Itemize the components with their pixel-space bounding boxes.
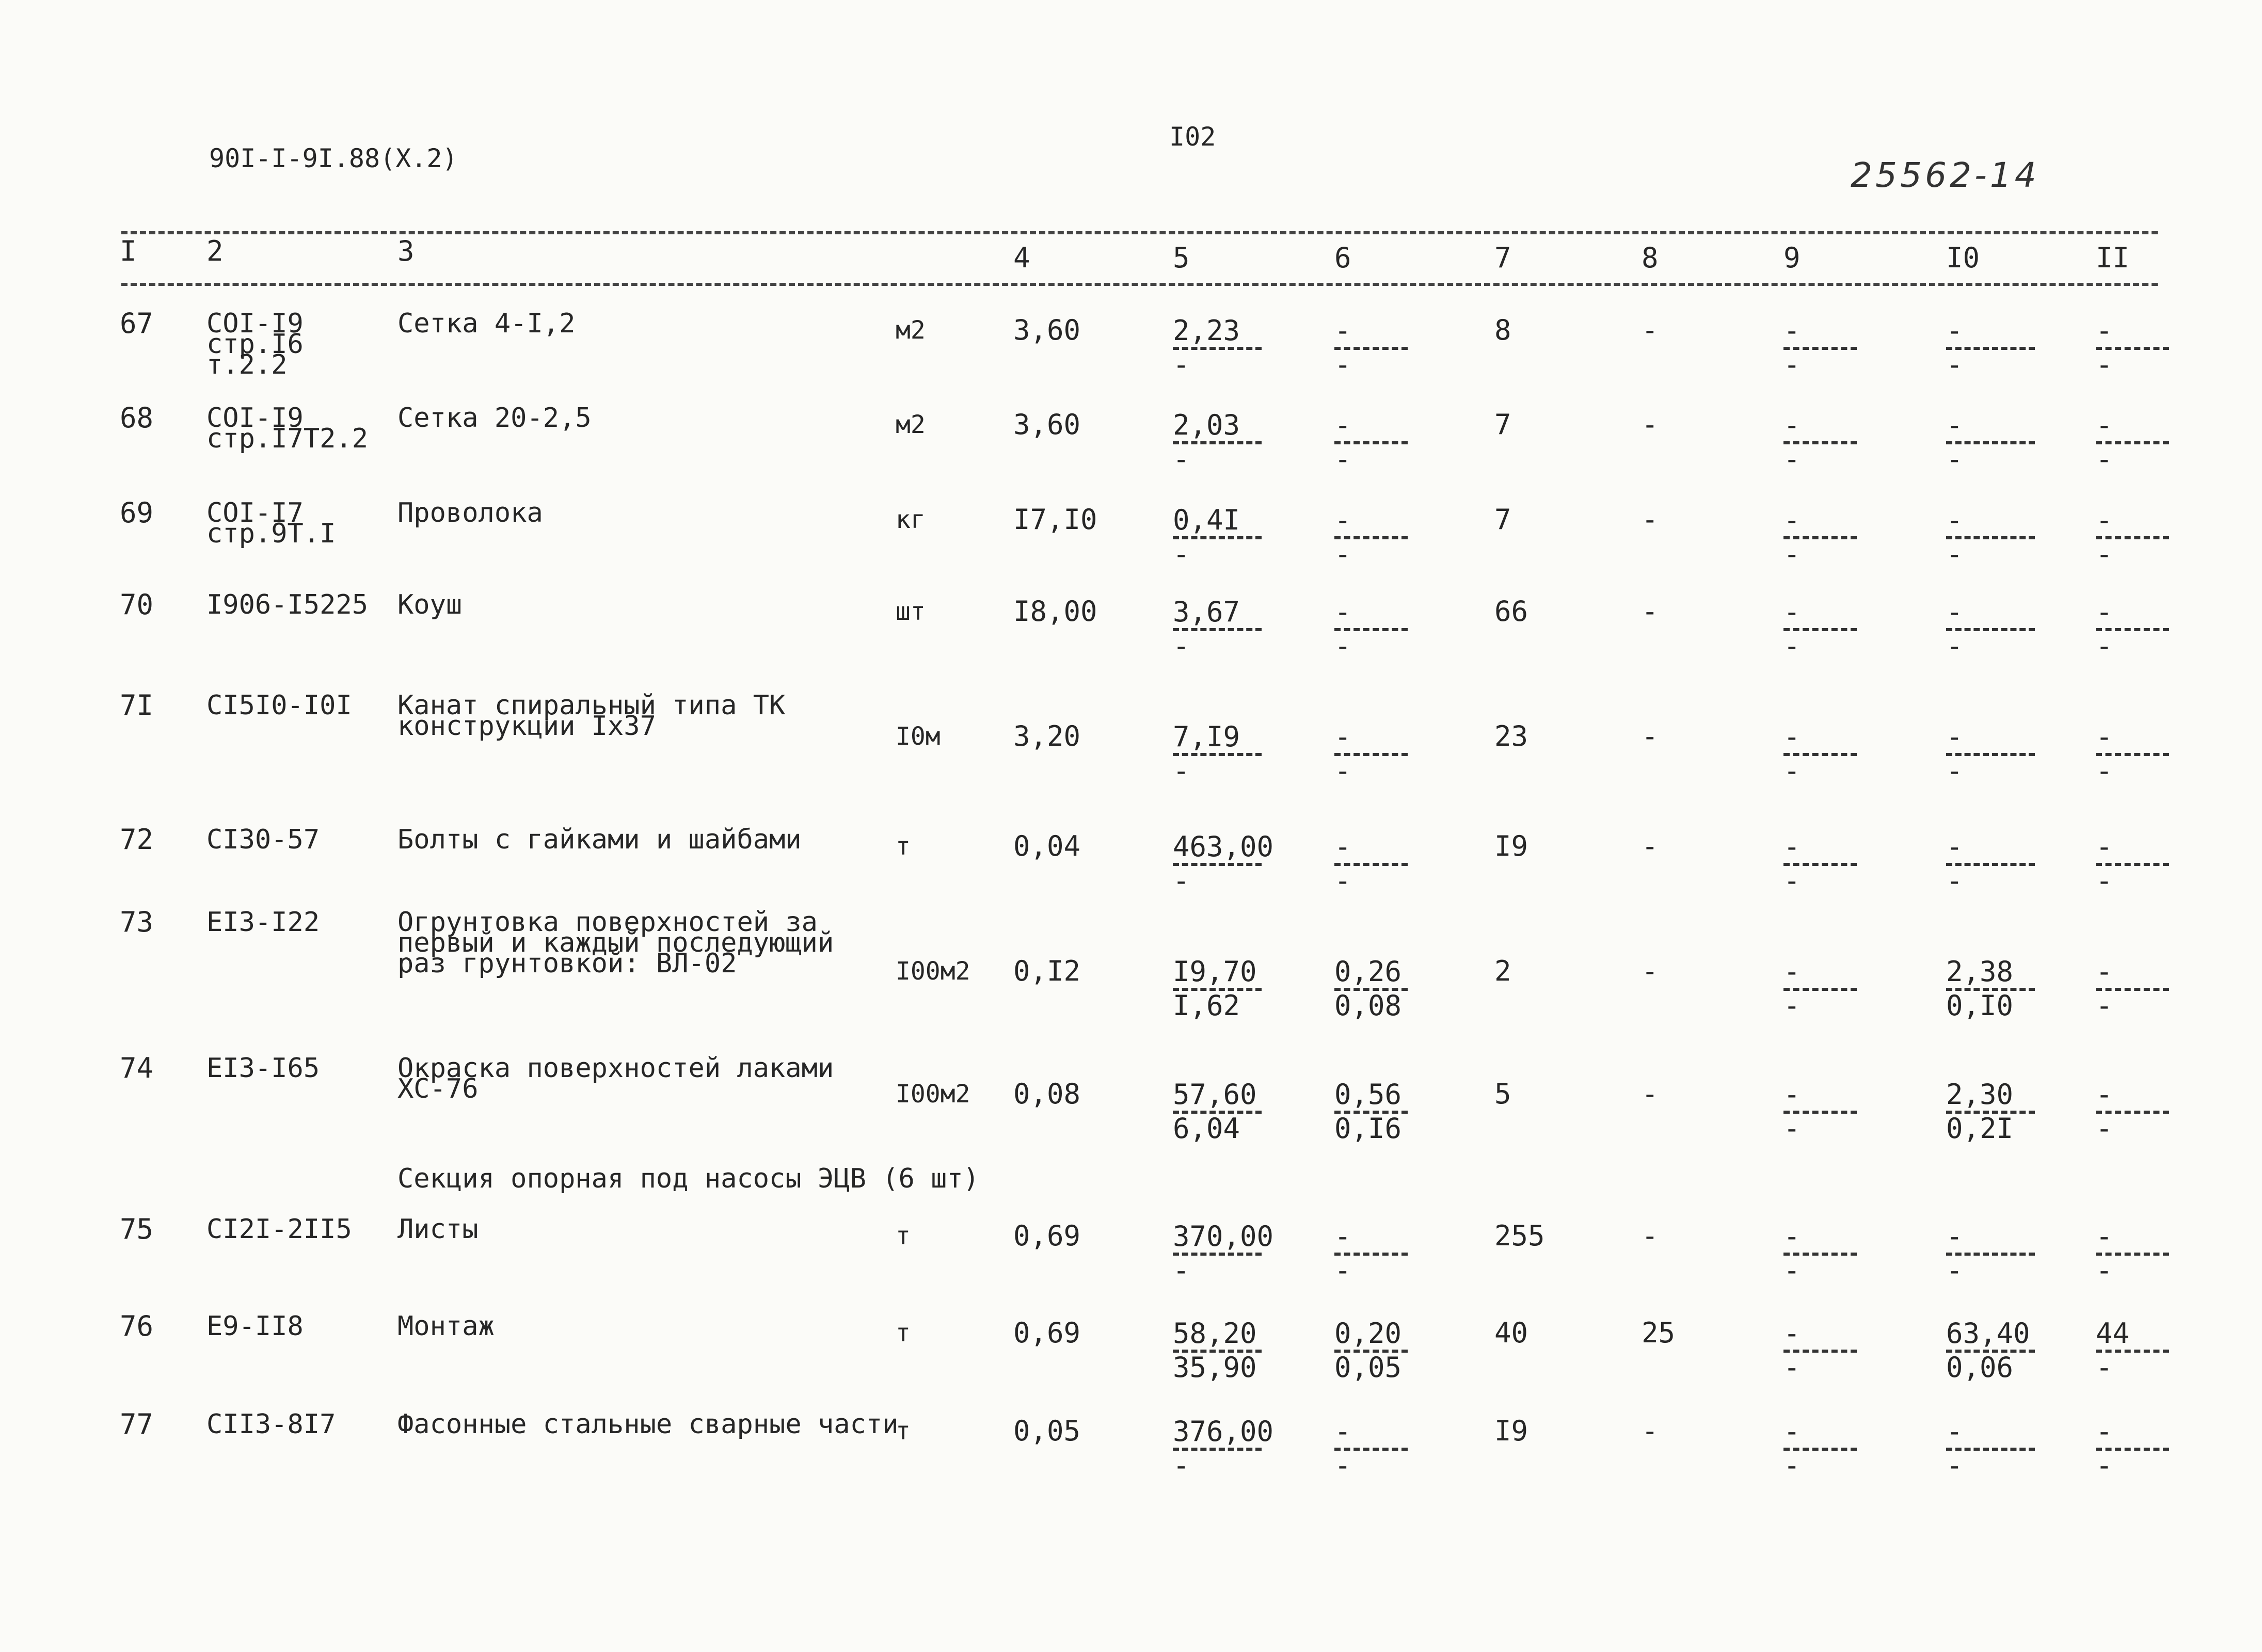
rate-code: I906-I5225	[206, 589, 369, 620]
c9-numerator: -	[1783, 596, 1801, 628]
c11-denominator: -	[2096, 989, 2113, 1022]
c9-denominator: -	[1783, 1449, 1801, 1482]
quantity: 0,69	[1013, 1317, 1081, 1349]
c11-denominator: -	[2096, 630, 2113, 662]
unit: I00м2	[896, 957, 970, 986]
col7-value: 255	[1494, 1220, 1545, 1252]
c9-numerator: -	[1783, 409, 1801, 441]
c6-denominator: -	[1334, 1254, 1351, 1287]
col8-value: -	[1642, 314, 1659, 346]
c5-fraction	[1173, 1415, 1274, 1482]
table-top-rule	[121, 231, 2158, 234]
c10-numerator: 2,30	[1946, 1078, 2014, 1111]
c10-denominator: 0,06	[1946, 1351, 2014, 1384]
c5-numerator: 370,00	[1173, 1220, 1274, 1253]
c11-fraction	[2096, 1078, 2169, 1145]
quantity: I8,00	[1013, 595, 1097, 628]
c9-numerator: -	[1783, 720, 1801, 753]
c6-numerator: -	[1334, 596, 1351, 628]
c10-numerator: -	[1946, 1220, 1963, 1253]
c5-numerator: 3,67	[1173, 596, 1240, 628]
c9-denominator: -	[1783, 1351, 1801, 1384]
table-row	[0, 689, 2262, 787]
c6-fraction	[1334, 1078, 1408, 1145]
c9-fraction	[1783, 596, 1857, 662]
c9-fraction	[1783, 504, 1857, 570]
document-code: 90I-I-9I.88(X.2)	[209, 143, 458, 173]
c6-denominator: -	[1334, 443, 1351, 475]
c5-denominator: 6,04	[1173, 1112, 1240, 1145]
c5-numerator: 57,60	[1173, 1078, 1257, 1111]
row-number: 67	[120, 307, 154, 340]
c11-numerator: -	[2096, 314, 2113, 347]
c9-numerator: -	[1783, 314, 1801, 347]
row-number: 74	[120, 1052, 154, 1084]
c5-fraction	[1173, 504, 1262, 570]
c9-denominator: -	[1783, 1112, 1801, 1145]
c10-numerator: -	[1946, 1415, 1963, 1448]
c6-fraction	[1334, 1220, 1408, 1287]
c11-numerator: -	[2096, 596, 2113, 628]
c6-numerator: 0,20	[1334, 1317, 1402, 1350]
column-header: 8	[1642, 242, 1659, 274]
item-name: Проволока	[397, 498, 543, 528]
c9-fraction	[1783, 955, 1857, 1022]
quantity: 0,04	[1013, 830, 1081, 862]
rate-code: COI-I9 стр.I6 т.2.2	[206, 308, 304, 380]
c6-fraction	[1334, 830, 1408, 897]
c11-numerator: -	[2096, 504, 2113, 536]
c5-fraction	[1173, 1220, 1274, 1287]
row-number: 77	[120, 1408, 154, 1440]
c10-denominator: 0,I0	[1946, 989, 2014, 1022]
table-row	[0, 1213, 2262, 1311]
row-number: 68	[120, 402, 154, 434]
c10-fraction	[1946, 314, 2035, 381]
c10-numerator: 2,38	[1946, 955, 2014, 988]
c11-fraction	[2096, 314, 2169, 381]
c10-denominator: 0,2I	[1946, 1112, 2014, 1145]
row-number: 72	[120, 823, 154, 856]
col8-value: -	[1642, 1220, 1659, 1252]
c5-fraction	[1173, 1078, 1262, 1145]
c6-fraction	[1334, 409, 1408, 475]
page-number: I02	[1169, 122, 1216, 152]
item-name: Огрунтовка поверхностей за первый и каждый последующий раз грунтовкой: ВЛ-02	[397, 907, 834, 979]
c9-numerator: -	[1783, 955, 1801, 988]
col8-value: -	[1642, 595, 1659, 628]
c5-numerator: 58,20	[1173, 1317, 1257, 1350]
c10-denominator: -	[1946, 864, 1963, 897]
c10-numerator: -	[1946, 830, 1963, 863]
c5-denominator: -	[1173, 630, 1190, 662]
c11-denominator: -	[2096, 1449, 2113, 1482]
c5-denominator: -	[1173, 864, 1190, 897]
c9-fraction	[1783, 1415, 1857, 1482]
column-header: I0	[1946, 242, 1980, 274]
item-name: Коуш	[397, 589, 463, 620]
c5-numerator: 7,I9	[1173, 720, 1240, 753]
c10-numerator: -	[1946, 409, 1963, 441]
c9-numerator: -	[1783, 504, 1801, 536]
c9-numerator: -	[1783, 1078, 1801, 1111]
c9-numerator: -	[1783, 830, 1801, 863]
c10-denominator: -	[1946, 348, 1963, 381]
c6-denominator: 0,I6	[1334, 1112, 1402, 1145]
unit: т	[896, 1319, 911, 1348]
item-name: Монтаж	[397, 1311, 495, 1342]
c9-denominator: -	[1783, 348, 1801, 381]
col7-value: I9	[1494, 1415, 1528, 1447]
c11-fraction	[2096, 955, 2169, 1022]
item-name: Сетка 4-I,2	[397, 308, 576, 339]
item-name: Листы	[397, 1214, 479, 1245]
c9-fraction	[1783, 720, 1857, 787]
c5-numerator: 2,23	[1173, 314, 1240, 347]
col7-value: I9	[1494, 830, 1528, 862]
item-name: Болты с гайками и шайбами	[397, 824, 802, 855]
column-header: 6	[1334, 242, 1351, 274]
item-name: Фасонные стальные сварные части	[397, 1409, 899, 1440]
c5-fraction	[1173, 1317, 1262, 1384]
c10-fraction	[1946, 955, 2035, 1022]
c11-denominator: -	[2096, 755, 2113, 787]
rate-code: COI-I7 стр.9T.I	[206, 498, 336, 549]
table-row	[0, 588, 2262, 686]
c11-numerator: 44	[2096, 1317, 2130, 1350]
c11-fraction	[2096, 1415, 2169, 1482]
column-header: 4	[1013, 242, 1030, 274]
c10-fraction	[1946, 1220, 2035, 1287]
c11-denominator: -	[2096, 538, 2113, 570]
c10-numerator: -	[1946, 720, 1963, 753]
c5-numerator: I9,70	[1173, 955, 1257, 988]
c6-denominator: 0,08	[1334, 989, 1402, 1022]
unit: м2	[896, 410, 926, 439]
c11-fraction	[2096, 830, 2169, 897]
row-number: 75	[120, 1213, 154, 1245]
col7-value: 8	[1494, 314, 1511, 346]
c9-fraction	[1783, 409, 1857, 475]
c5-denominator: -	[1173, 1449, 1190, 1482]
c10-fraction	[1946, 1078, 2035, 1145]
unit: кг	[896, 505, 926, 534]
col7-value: 66	[1494, 595, 1528, 628]
c6-denominator: -	[1334, 538, 1351, 570]
c11-fraction	[2096, 1220, 2169, 1287]
rate-code: E9-II8	[206, 1311, 304, 1342]
c11-denominator: -	[2096, 443, 2113, 475]
c6-fraction	[1334, 314, 1408, 381]
column-header: 2	[206, 235, 224, 267]
unit: I00м2	[896, 1080, 970, 1109]
c11-fraction	[2096, 596, 2169, 662]
quantity: 3,20	[1013, 720, 1081, 752]
c5-numerator: 463,00	[1173, 830, 1274, 863]
c5-fraction	[1173, 596, 1262, 662]
c10-fraction	[1946, 409, 2035, 475]
c9-fraction	[1783, 314, 1857, 381]
column-header: 9	[1783, 242, 1801, 274]
row-number: 69	[120, 496, 154, 529]
column-header: 5	[1173, 242, 1190, 274]
rate-code: CI30-57	[206, 824, 320, 855]
col8-value: 25	[1642, 1317, 1676, 1349]
c6-denominator: -	[1334, 864, 1351, 897]
table-row	[0, 307, 2262, 405]
c11-denominator: -	[2096, 348, 2113, 381]
c10-denominator: -	[1946, 443, 1963, 475]
c5-numerator: 2,03	[1173, 409, 1240, 441]
c5-denominator: -	[1173, 755, 1190, 787]
quantity: 0,69	[1013, 1220, 1081, 1252]
col7-value: 7	[1494, 408, 1511, 441]
table-row	[0, 496, 2262, 595]
c5-denominator: -	[1173, 443, 1190, 475]
c10-numerator: 63,40	[1946, 1317, 2030, 1350]
c11-numerator: -	[2096, 409, 2113, 441]
quantity: 0,05	[1013, 1415, 1081, 1447]
c11-fraction	[2096, 720, 2169, 787]
rate-code: COI-I9 стр.I7T2.2	[206, 403, 369, 454]
item-name: Канат спиральный типа ТК конструкции Iх37	[397, 690, 786, 742]
c11-numerator: -	[2096, 1415, 2113, 1448]
c10-fraction	[1946, 1317, 2035, 1384]
quantity: 3,60	[1013, 314, 1081, 346]
quantity: 0,I2	[1013, 955, 1081, 987]
c6-denominator: -	[1334, 1449, 1351, 1482]
col8-value: -	[1642, 830, 1659, 862]
c6-numerator: 0,26	[1334, 955, 1402, 988]
column-header: I	[120, 235, 137, 267]
table-row	[0, 1052, 2262, 1150]
c6-numerator: -	[1334, 409, 1351, 441]
column-header: 7	[1494, 242, 1511, 274]
col8-value: -	[1642, 1078, 1659, 1110]
col7-value: 2	[1494, 955, 1511, 987]
c6-fraction	[1334, 1415, 1408, 1482]
c11-denominator: -	[2096, 1351, 2113, 1384]
c6-fraction	[1334, 1317, 1408, 1384]
c9-denominator: -	[1783, 630, 1801, 662]
c11-numerator: -	[2096, 955, 2113, 988]
rate-code: EI3-I22	[206, 907, 320, 938]
c9-numerator: -	[1783, 1317, 1801, 1350]
c11-fraction	[2096, 504, 2169, 570]
c9-denominator: -	[1783, 755, 1801, 787]
c5-fraction	[1173, 314, 1262, 381]
rate-code: CI2I-2II5	[206, 1214, 352, 1245]
c11-fraction	[2096, 409, 2169, 475]
c6-denominator: 0,05	[1334, 1351, 1402, 1384]
column-header: 3	[397, 235, 415, 267]
handwritten-stamp: 25562-14	[1851, 155, 2040, 195]
rate-code: CII3-8I7	[206, 1409, 336, 1440]
row-number: 7I	[120, 689, 154, 721]
row-number: 73	[120, 906, 154, 938]
table-row	[0, 823, 2262, 921]
c10-denominator: -	[1946, 1254, 1963, 1287]
c10-fraction	[1946, 504, 2035, 570]
c5-fraction	[1173, 409, 1262, 475]
c5-fraction	[1173, 720, 1262, 787]
c10-fraction	[1946, 720, 2035, 787]
c5-denominator: -	[1173, 348, 1190, 381]
col7-value: 40	[1494, 1317, 1528, 1349]
col8-value: -	[1642, 408, 1659, 441]
row-number: 70	[120, 588, 154, 621]
c6-fraction	[1334, 955, 1408, 1022]
table-row	[0, 906, 2262, 1022]
c5-fraction	[1173, 955, 1262, 1022]
item-name: Окраска поверхностей лаками ХС-76	[397, 1053, 834, 1104]
c9-fraction	[1783, 1317, 1857, 1384]
c6-numerator: -	[1334, 314, 1351, 347]
c6-denominator: -	[1334, 630, 1351, 662]
c6-numerator: -	[1334, 720, 1351, 753]
c10-fraction	[1946, 596, 2035, 662]
rate-code: CI5I0-I0I	[206, 690, 352, 721]
col8-value: -	[1642, 503, 1659, 536]
unit: т	[896, 1222, 911, 1250]
quantity: I7,I0	[1013, 503, 1097, 536]
table-row	[0, 1408, 2262, 1506]
c5-denominator: -	[1173, 1254, 1190, 1287]
c9-fraction	[1783, 830, 1857, 897]
c6-fraction	[1334, 720, 1408, 787]
c6-numerator: -	[1334, 830, 1351, 863]
unit: шт	[896, 597, 926, 626]
c10-numerator: -	[1946, 504, 1963, 536]
col7-value: 23	[1494, 720, 1528, 752]
c9-numerator: -	[1783, 1220, 1801, 1253]
row-number: 76	[120, 1310, 154, 1342]
c6-numerator: -	[1334, 1220, 1351, 1253]
col8-value: -	[1642, 720, 1659, 752]
c5-fraction	[1173, 830, 1274, 897]
quantity: 0,08	[1013, 1078, 1081, 1110]
c11-numerator: -	[2096, 830, 2113, 863]
c6-fraction	[1334, 596, 1408, 662]
c5-denominator: 35,90	[1173, 1351, 1257, 1384]
c10-denominator: -	[1946, 1449, 1963, 1482]
c6-numerator: -	[1334, 504, 1351, 536]
c5-denominator: -	[1173, 538, 1190, 570]
c10-numerator: -	[1946, 596, 1963, 628]
c10-fraction	[1946, 1415, 2035, 1482]
c11-denominator: -	[2096, 1254, 2113, 1287]
column-header: II	[2096, 242, 2130, 274]
c9-numerator: -	[1783, 1415, 1801, 1448]
c9-denominator: -	[1783, 443, 1801, 475]
c5-denominator: I,62	[1173, 989, 1240, 1022]
c11-numerator: -	[2096, 720, 2113, 753]
table-row	[0, 402, 2262, 500]
unit: м2	[896, 316, 926, 345]
col8-value: -	[1642, 955, 1659, 987]
unit: т	[896, 832, 911, 861]
quantity: 3,60	[1013, 408, 1081, 441]
section-title: Секция опорная под насосы ЭЦВ (6 шт)	[397, 1163, 980, 1194]
c6-denominator: -	[1334, 755, 1351, 787]
c6-numerator: 0,56	[1334, 1078, 1402, 1111]
c9-fraction	[1783, 1220, 1857, 1287]
c9-denominator: -	[1783, 989, 1801, 1022]
item-name: Сетка 20-2,5	[397, 403, 592, 434]
c6-numerator: -	[1334, 1415, 1351, 1448]
c11-numerator: -	[2096, 1220, 2113, 1253]
col8-value: -	[1642, 1415, 1659, 1447]
rate-code: EI3-I65	[206, 1053, 320, 1084]
c11-denominator: -	[2096, 864, 2113, 897]
c10-denominator: -	[1946, 755, 1963, 787]
c10-fraction	[1946, 830, 2035, 897]
unit: т	[896, 1417, 911, 1446]
c5-numerator: 376,00	[1173, 1415, 1274, 1448]
c10-denominator: -	[1946, 630, 1963, 662]
c9-denominator: -	[1783, 1254, 1801, 1287]
col7-value: 5	[1494, 1078, 1511, 1110]
c9-denominator: -	[1783, 538, 1801, 570]
c11-denominator: -	[2096, 1112, 2113, 1145]
c11-numerator: -	[2096, 1078, 2113, 1111]
c6-denominator: -	[1334, 348, 1351, 381]
c9-fraction	[1783, 1078, 1857, 1145]
c10-numerator: -	[1946, 314, 1963, 347]
unit: I0м	[896, 722, 941, 751]
c9-denominator: -	[1783, 864, 1801, 897]
c6-fraction	[1334, 504, 1408, 570]
c11-fraction	[2096, 1317, 2169, 1384]
c10-denominator: -	[1946, 538, 1963, 570]
table-header-rule	[121, 283, 2158, 286]
table-row	[0, 1310, 2262, 1408]
c5-numerator: 0,4I	[1173, 504, 1240, 536]
col7-value: 7	[1494, 503, 1511, 536]
